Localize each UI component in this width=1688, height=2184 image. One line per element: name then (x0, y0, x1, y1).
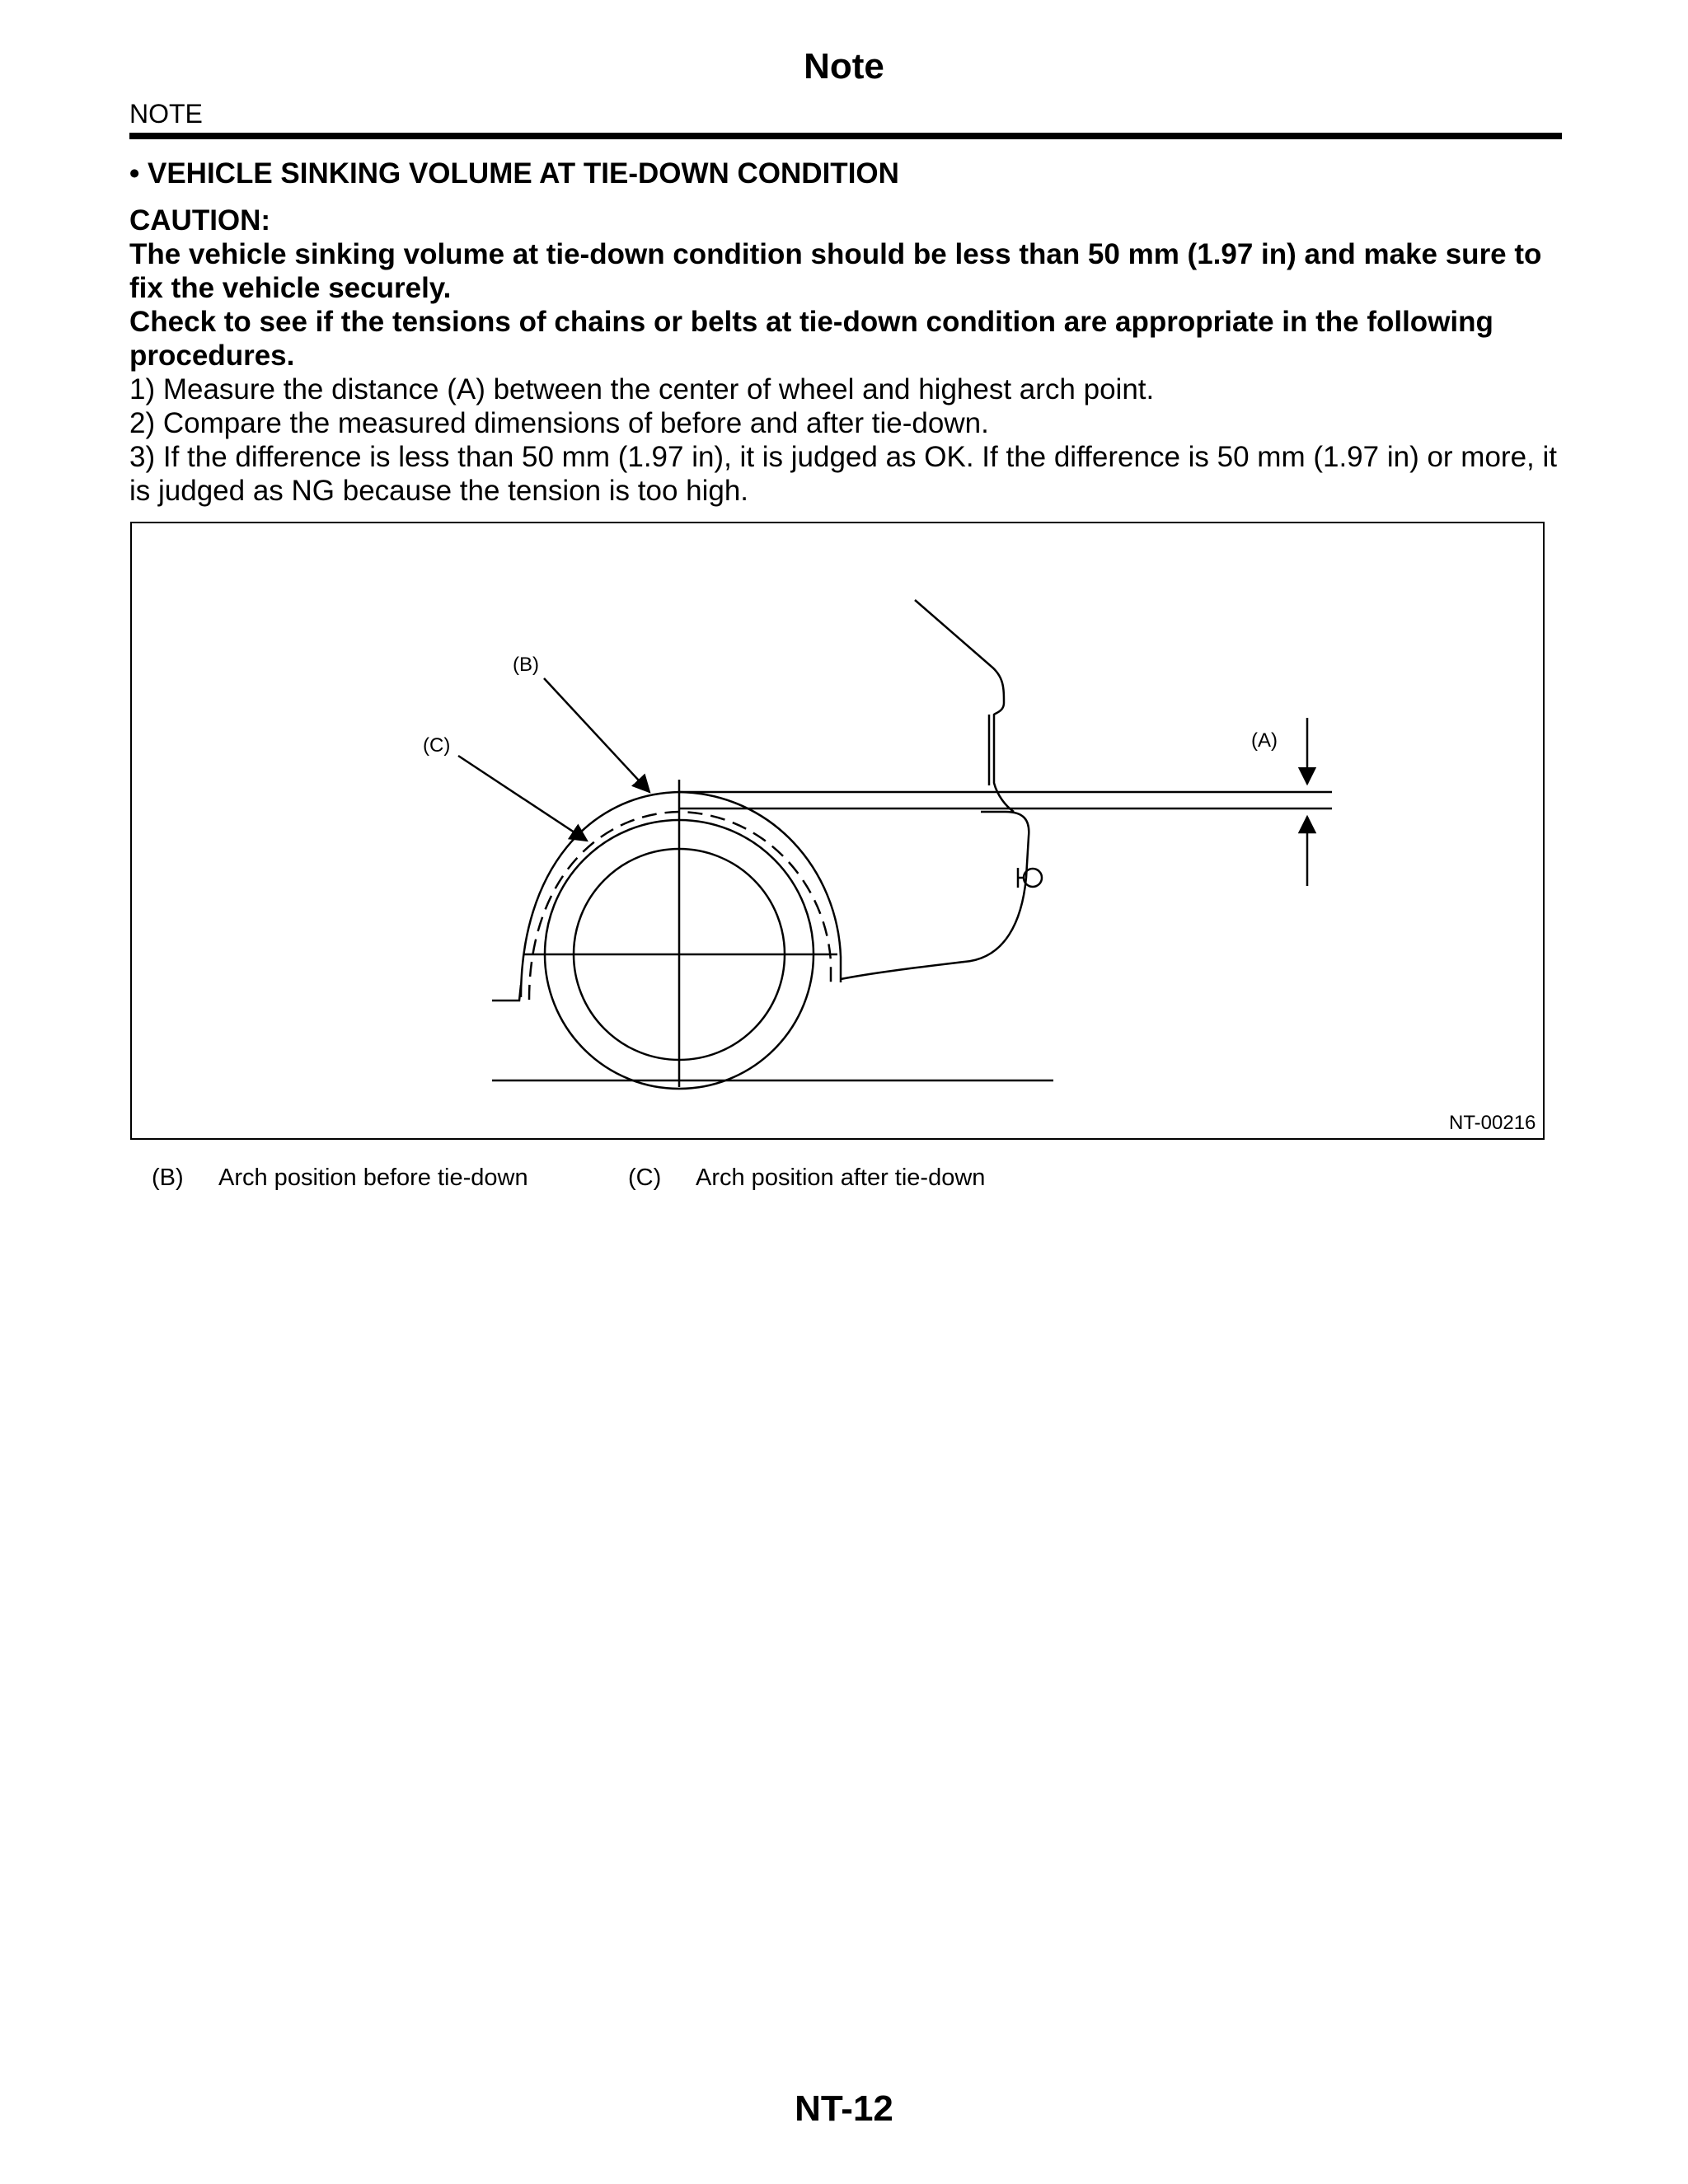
bumper-outline (841, 812, 1029, 979)
arch-before-line (521, 792, 841, 997)
body-lower-left (492, 985, 521, 1001)
step-1: 1) Measure the distance (A) between the center of wheel and highest arch point. (129, 373, 1155, 405)
figure-frame (130, 522, 1545, 1140)
leader-line-b (544, 678, 649, 792)
rear-body-upper (915, 600, 1014, 812)
caution-text-1: The vehicle sinking volume at tie-down condition should be less than 50 mm (1.97 in) and make sure to fix the vehicle securely. (129, 238, 1542, 304)
figure-code: NT-00216 (1449, 1112, 1536, 1134)
wheel-arch-diagram (132, 523, 1546, 1141)
caution-label: CAUTION: (129, 204, 271, 237)
content-body (129, 157, 1564, 508)
step-2: 2) Compare the measured dimensions of before and after tie-down. (129, 407, 989, 439)
label-c: (C) (423, 734, 451, 757)
label-b: (B) (513, 654, 539, 676)
page-title: Note (804, 46, 884, 87)
legend-c-text: Arch position after tie-down (696, 1165, 986, 1191)
step-3: 3) If the difference is less than 50 mm (1.97 in), it is judged as OK. If the difference is 50 mm (1.97 in) or more, it is judged as NG because the tension is too high. (129, 441, 1557, 507)
legend-b-text: Arch position before tie-down (218, 1165, 528, 1191)
leader-line-c (458, 756, 587, 841)
page-number: NT-12 (795, 2088, 893, 2129)
caution-text-2: Check to see if the tensions of chains or belts at tie-down condition are appropriate in the following procedures. (129, 306, 1493, 372)
heading-text: VEHICLE SINKING VOLUME AT TIE-DOWN CONDITION (147, 157, 899, 190)
bullet-icon: • (129, 157, 148, 190)
header-divider (129, 133, 1562, 139)
section-label: NOTE (129, 99, 203, 129)
label-a: (A) (1251, 729, 1278, 752)
legend-b-key: (B) (152, 1165, 184, 1191)
bullet-heading (129, 157, 1564, 190)
legend-c-key: (C) (628, 1165, 662, 1191)
